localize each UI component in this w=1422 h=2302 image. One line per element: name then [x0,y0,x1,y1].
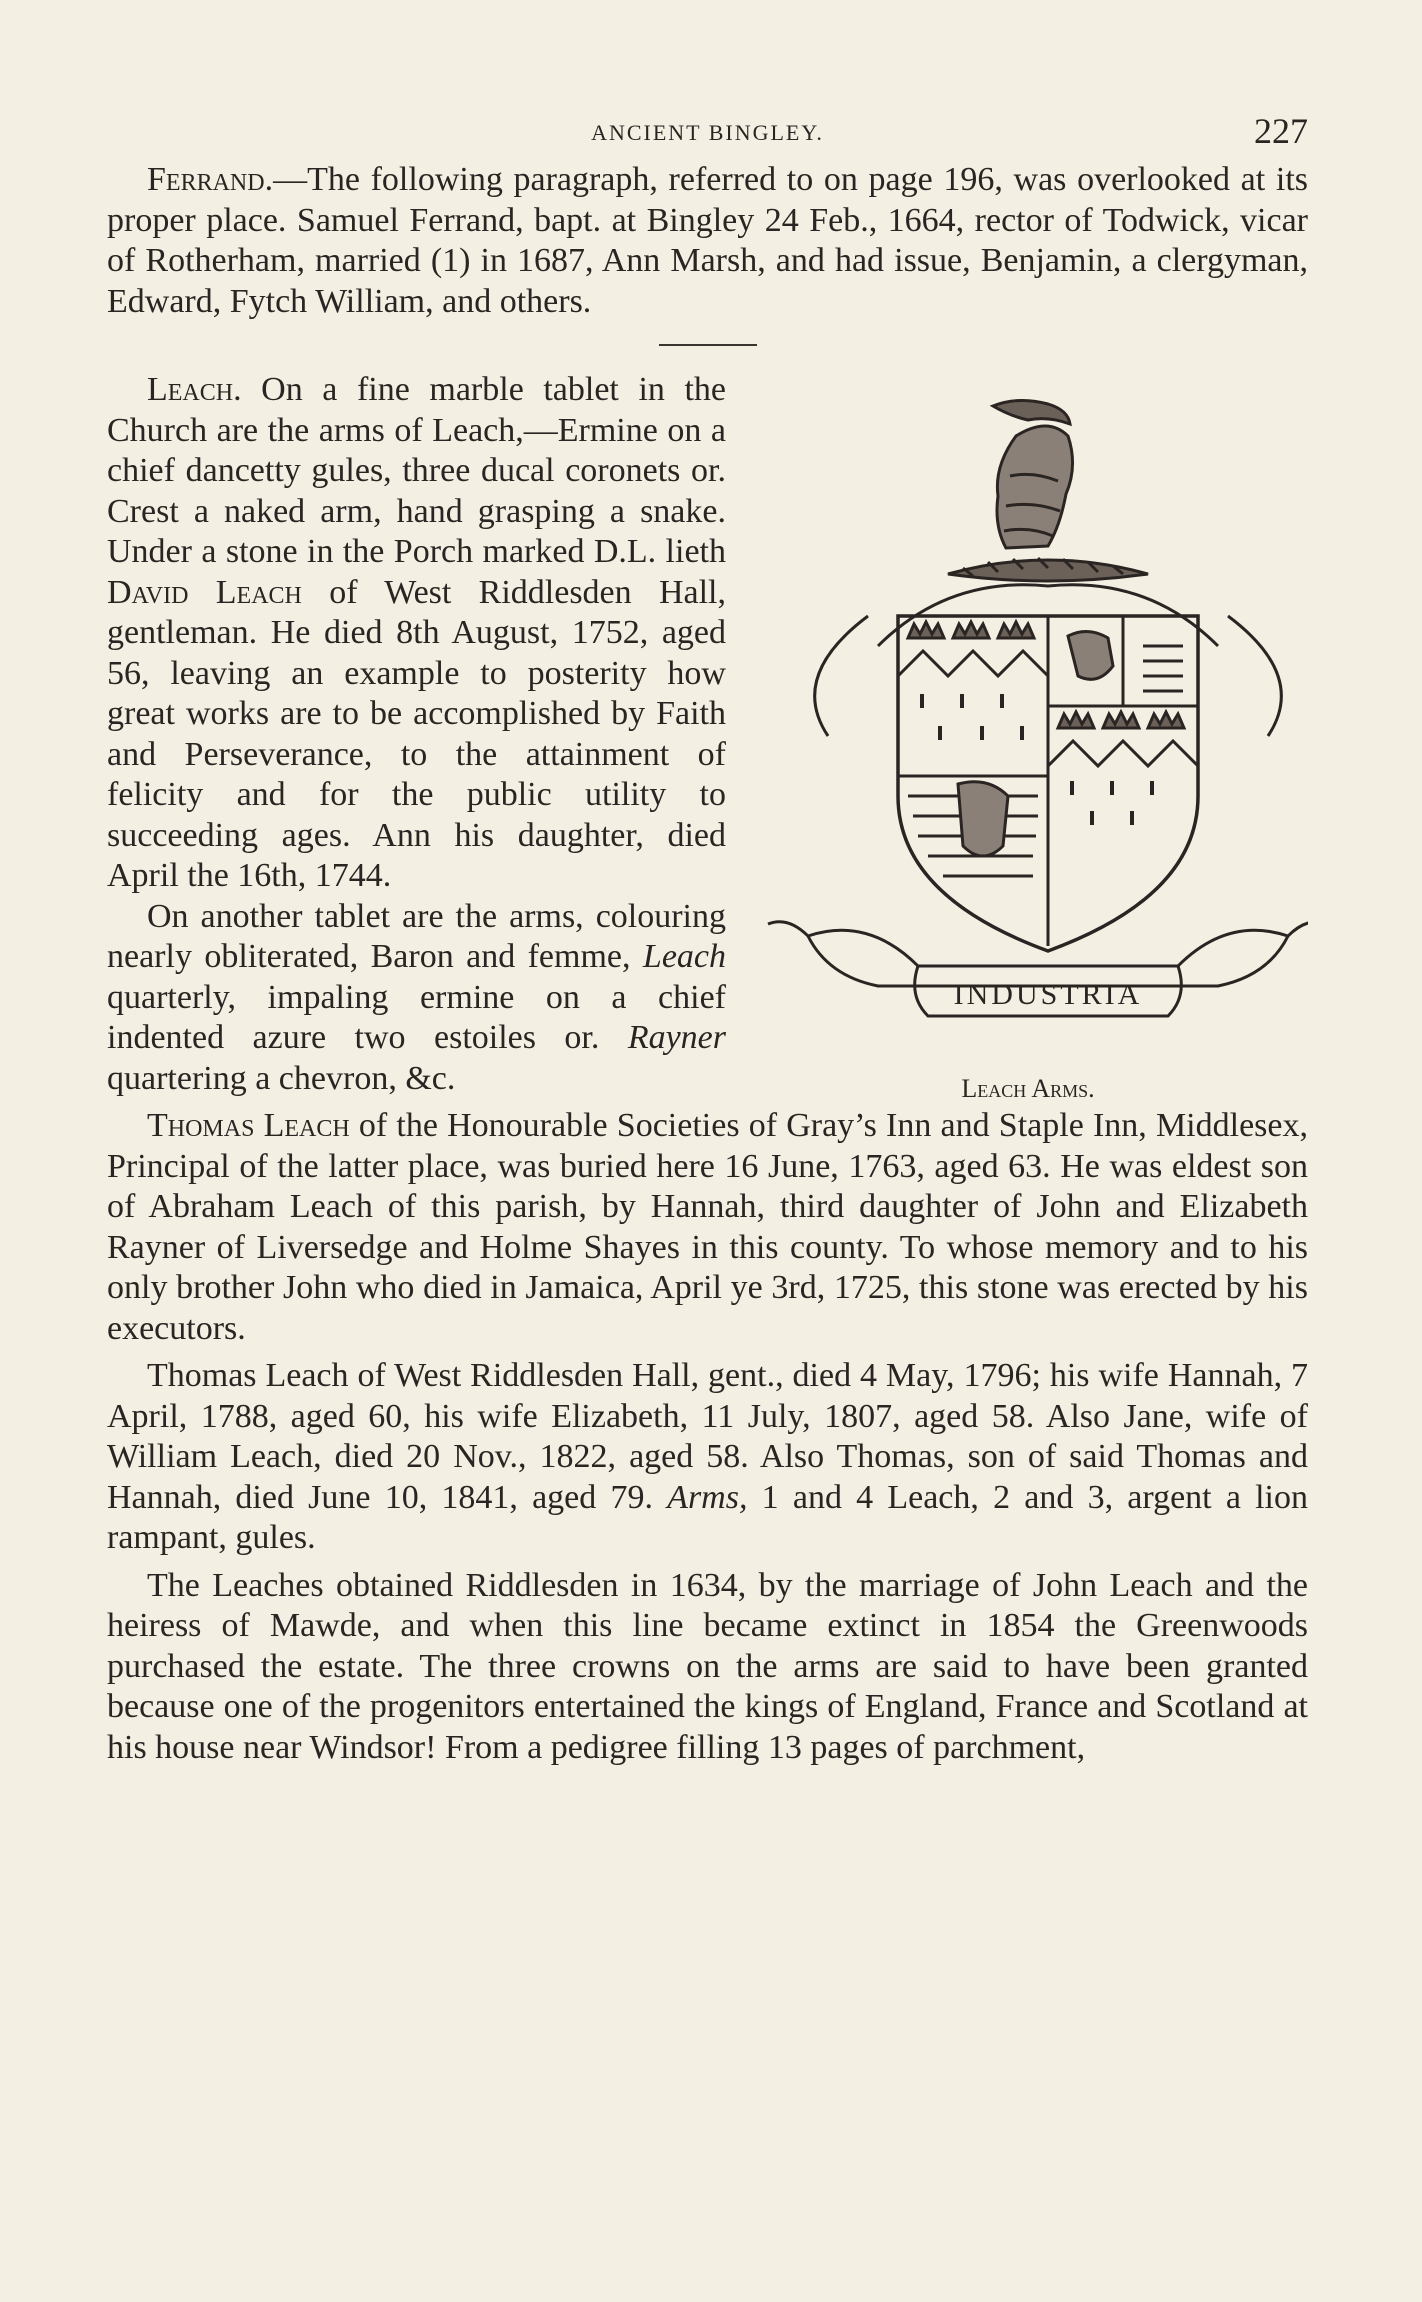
leach-text-2: of West Riddlesden Hall, gentleman. He died 8th August, 1752, aged 56, leaving an example to posterity how great works are to be accomplished by Faith and Perseverance, to the attainment of felicity and for the public utility to succeeding ages. Ann his daughter, died April the 16th, 1744. [107,573,726,894]
ferrand-text: —The following paragraph, referred to on page 196, was overlooked at its proper place. Samuel Ferrand, bapt. at Bingley 24 Feb., 1664, rector of Todwick, vicar of Rotherham, married (1) in 1687, Ann Marsh, and had issue, Benjamin, a clergyman, Edward, Fytch William, and others. [107,161,1308,320]
thomas2-text-2: 1 and 4 Leach, 2 and 3, argent a lion rampant, gules. [107,1478,1308,1556]
thomas1-text: of the Honourable Societies of Gray’s Inn and Staple Inn, Middlesex, Principal of the latter place, was buried here 16 June, 1763, aged 63. He was eldest son of Abraham Leach of this parish, by Hannah, third daughter of John and Elizabeth Rayner of Liversedge and Holme Shayes in this county. To whose memory and to his only brother John who died in Jamaica, April ye 3rd, 1725, this stone was erected by his executors. [107,1107,1308,1347]
leach2-italic-1: Leach [642,938,726,975]
thomas-lead: Thomas Leach [147,1107,350,1144]
page-number: 227 [1254,111,1308,151]
ferrand-lead: Ferrand. [147,161,274,198]
spacer [107,1559,1308,1566]
section-divider [659,344,757,346]
figure-caption: Leach Arms. [961,1074,1095,1103]
paragraph-thomas-2 [107,1356,1308,1559]
thomas2-italic: Arms, [667,1478,748,1516]
leach2-italic-2: Rayner [627,1019,726,1056]
spacer [107,1349,1308,1356]
leach2-text-2: quarterly, impaling ermine on a chief indented azure two estoiles or. [107,978,726,1056]
leach2-text-3: quartering a chevron, &c. [107,1059,456,1097]
paragraph-leaches [107,1566,1308,1769]
leach2-text-1: On another tablet are the arms, colouring nearly obliterated, Baron and femme, [107,897,726,975]
paragraph-ferrand [107,160,1308,322]
leach-lead: Leach. [147,371,242,408]
david-leach-name: David Leach [107,573,302,611]
leaches-text: The Leaches obtained Riddlesden in 1634, by the marriage of John Leach and the heiress of Mawde, and when this line became extinct in 1854 the Greenwoods purchased the estate. The three crowns on the arms are said to have been granted because one of the progenitors entertained the kings of England, France and Scotland at his house near Windsor! From a pedigree filling 13 pages of parchment, [107,1566,1308,1766]
running-title: ANCIENT BINGLEY. [591,120,824,145]
motto-text: INDUSTRIA [953,978,1143,1011]
leach-text-1: On a fine marble tablet in the Church are the arms of Leach,—Ermine on a chief dancetty gules, three ducal coronets or. Crest a naked arm, hand grasping a snake. Under a stone in the Porch marked D.L. lieth [107,371,726,570]
running-head [107,100,1308,160]
paragraph-thomas-1 [107,1106,1308,1349]
page-content [107,100,1308,1768]
coat-of-arms-illustration [748,376,1308,1066]
leach-arms-figure [748,376,1308,1104]
thomas2-text-1: Thomas Leach of West Riddlesden Hall, gent., died 4 May, 1796; his wife Hannah, 7 April, 1788, aged 60, his wife Elizabeth, 11 July, 1807, aged 58. Also Jane, wife of William Leach, died 20 Nov., 1822, aged 58. Also Thomas, son of said Thomas and Hannah, died June 10, 1841, aged 79. [107,1357,1308,1516]
